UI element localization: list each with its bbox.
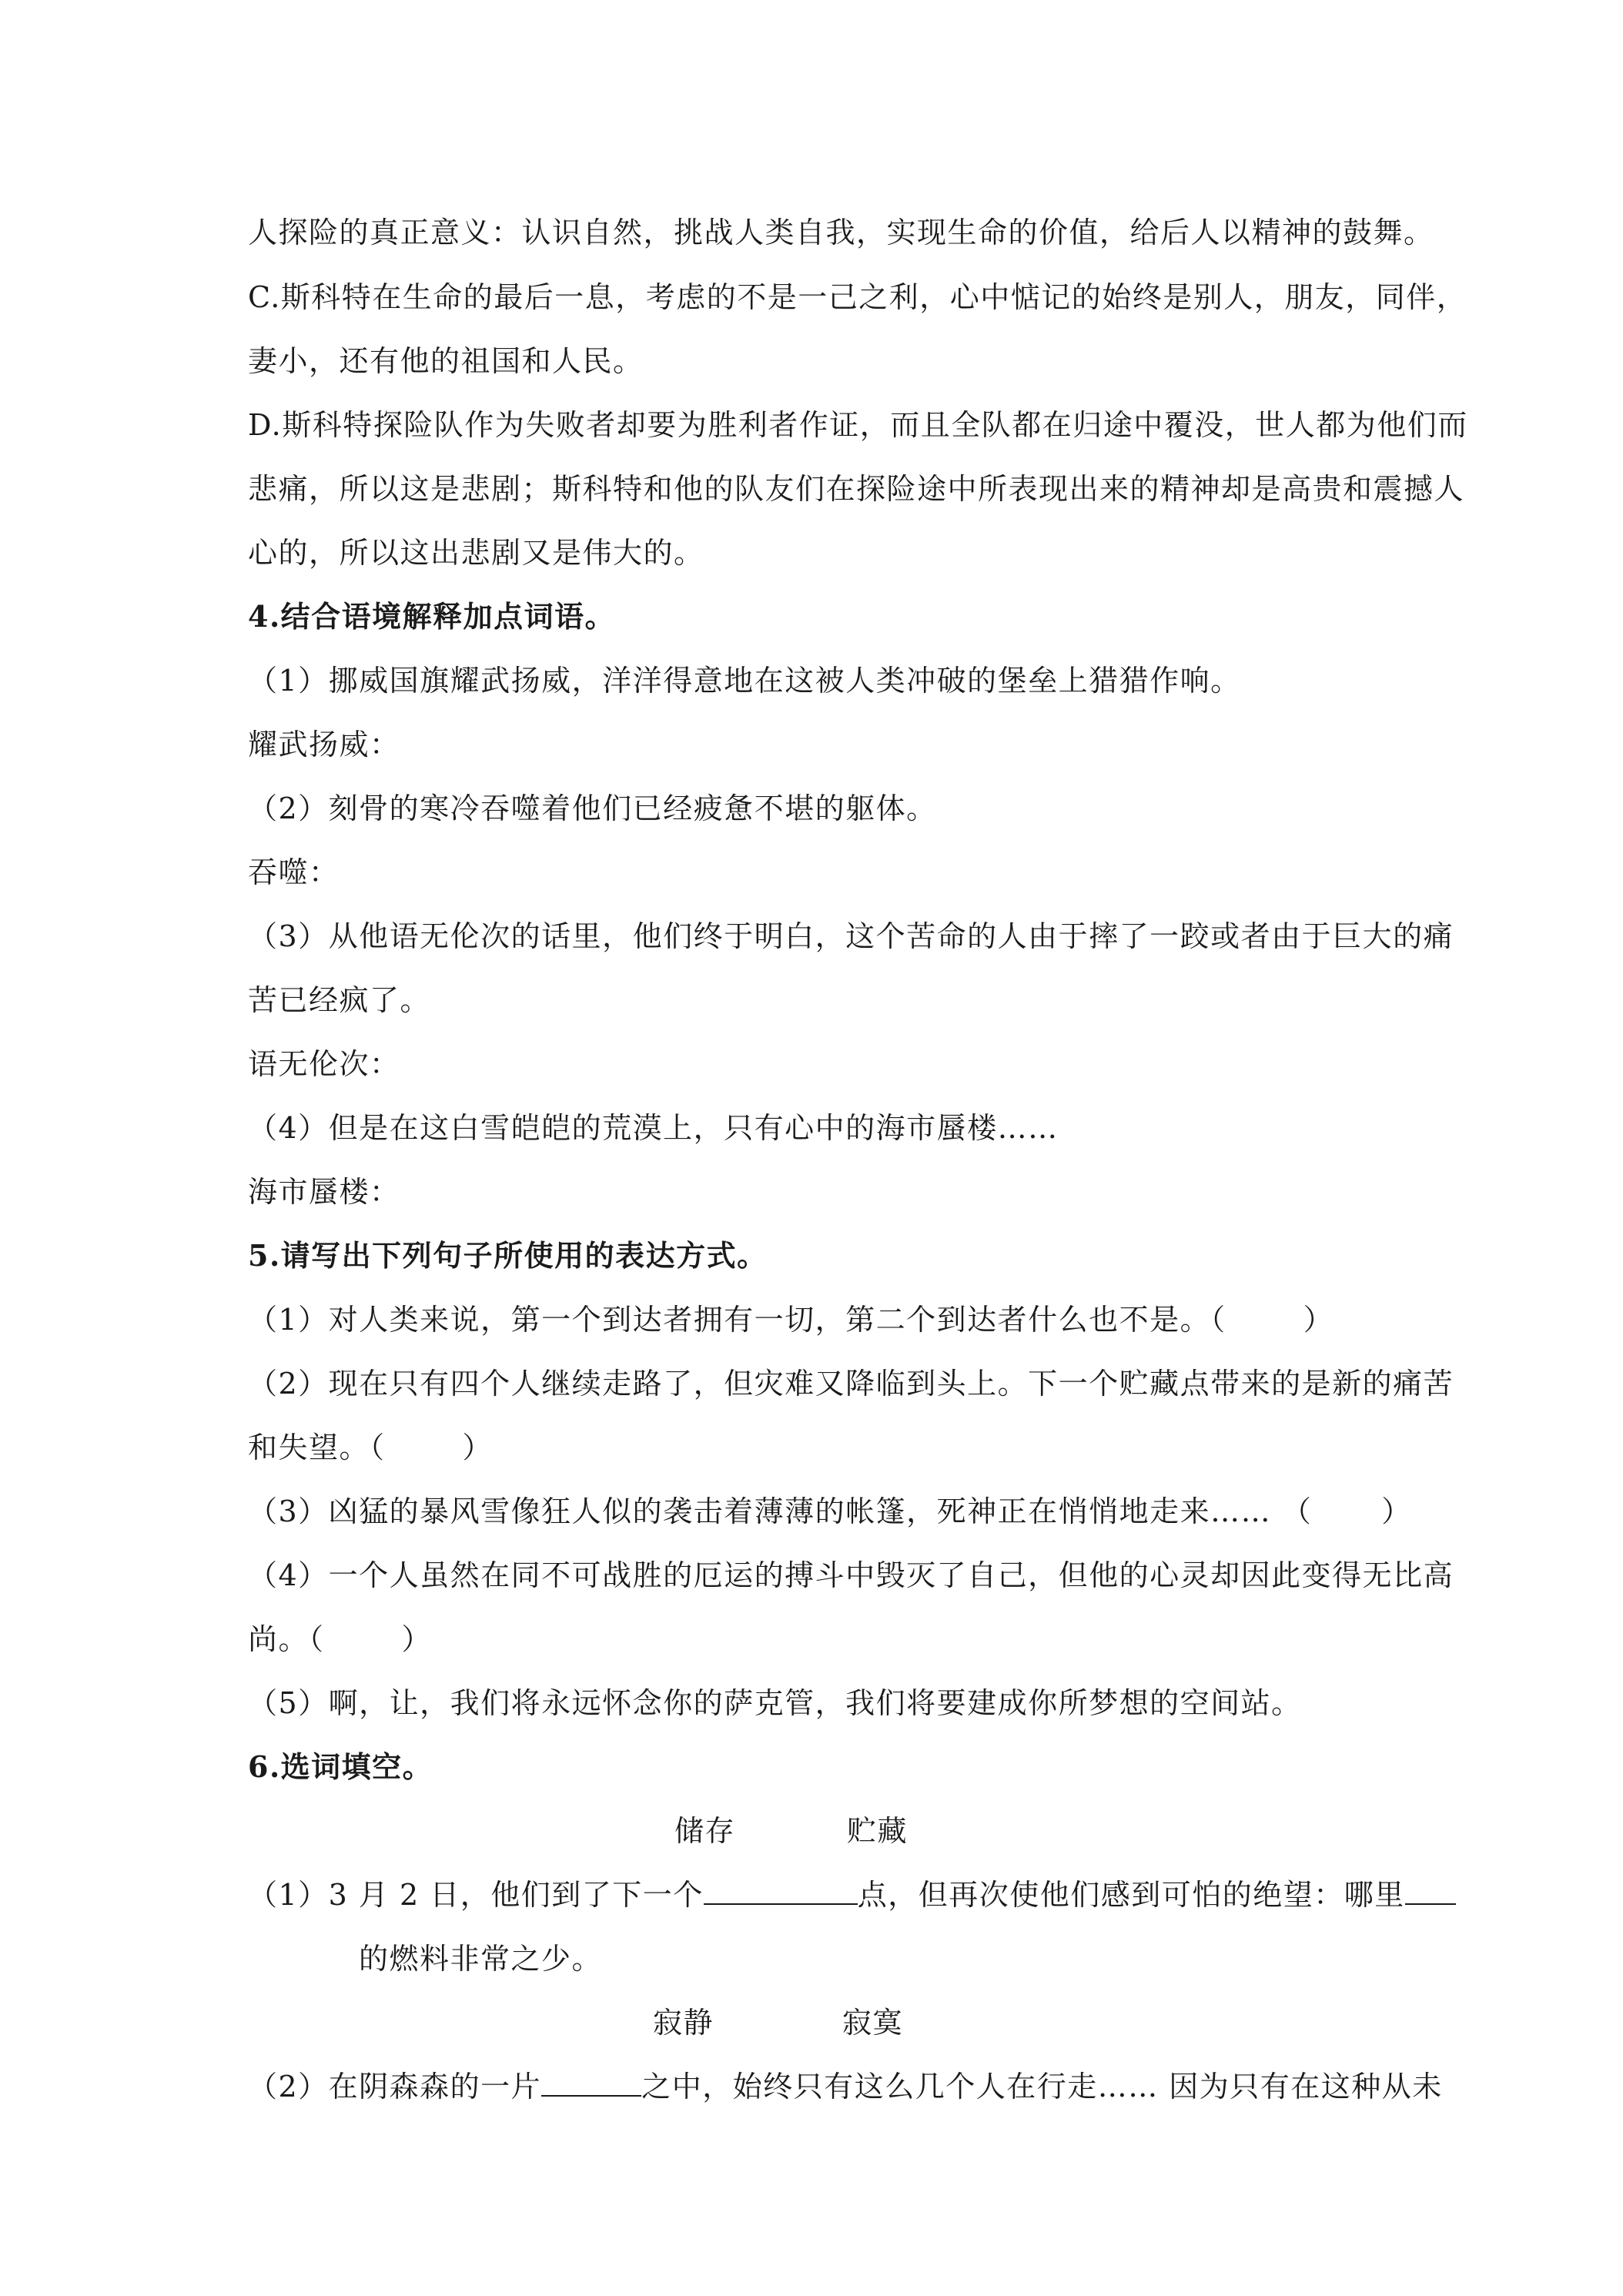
question-6-item-2-line1 xyxy=(248,2067,1443,2106)
question-5-item-2-line2 xyxy=(248,1428,493,1467)
fill-blank[interactable] xyxy=(541,2069,641,2097)
question-4-item-1: （1）挪威国旗耀武扬威，洋洋得意地在这被人类冲破的堡垒上猎猎作响。 xyxy=(248,664,1241,698)
question-5-item-1-text: （1）对人类来说，第一个到达者拥有一切，第二个到达者什么也不是。（ xyxy=(248,1303,1226,1337)
question-5-item-3 xyxy=(248,1492,1412,1531)
option-d-line3: 心的，所以这出悲剧又是伟大的。 xyxy=(248,536,704,570)
question-4-answer-3: 语无伦次： xyxy=(248,1047,400,1081)
option-b-continuation: 人探险的真正意义：认识自然，挑战人类自我，实现生命的价值，给后人以精神的鼓舞。 xyxy=(248,216,1434,249)
question-4-answer-4: 海市蜃楼： xyxy=(248,1175,400,1209)
question-4-answer-2: 吞噬： xyxy=(248,855,340,889)
question-6-item-1-mid: 点，但再次使他们感到可怕的绝望：哪里 xyxy=(857,1878,1405,1912)
question-5-item-2-line1: （2）现在只有四个人继续走路了，但灾难又降临到头上。下一个贮藏点带来的是新的痛苦 xyxy=(248,1367,1454,1401)
question-5-title: 5.请写出下列句子所使用的表达方式。 xyxy=(248,1238,768,1273)
question-6-item-2-pre: （2）在阴森森的一片 xyxy=(248,2070,542,2104)
question-6-title: 6.选词填空。 xyxy=(248,1749,433,1784)
question-5-item-1 xyxy=(248,1300,1334,1339)
question-4-title: 4.结合语境解释加点词语。 xyxy=(248,599,616,634)
option-d-line1: D.斯科特探险队作为失败者却要为胜利者作证，而且全队都在归途中覆没，世人都为他们而 xyxy=(248,408,1468,442)
question-6-item-1-line2: 的燃料非常之少。 xyxy=(359,1942,603,1976)
close-paren: ） xyxy=(462,1431,494,1464)
close-paren: ） xyxy=(1303,1303,1334,1337)
question-5-item-4-line1: （4）一个人虽然在同不可战胜的厄运的搏斗中毁灭了自己，但他的心灵却因此变得无比高 xyxy=(248,1558,1454,1592)
question-4-item-4: （4）但是在这白雪皑皑的荒漠上，只有心中的海市蜃楼…… xyxy=(248,1111,1059,1145)
option-c-line2: 妻小，还有他的祖国和人民。 xyxy=(248,344,644,378)
fill-blank[interactable] xyxy=(1405,1877,1456,1905)
word-choice-1: 储存 xyxy=(674,1814,736,1848)
question-5-item-4-line2 xyxy=(248,1620,432,1658)
question-5-item-4-text: 尚。（ xyxy=(248,1622,325,1656)
close-paren: ） xyxy=(1381,1494,1412,1528)
fill-blank[interactable] xyxy=(704,1877,858,1905)
question-5-item-3-text: （3）凶猛的暴风雪像狂人似的袭击着薄薄的帐篷，死神正在悄悄地走来…… （ xyxy=(248,1494,1313,1528)
question-5-item-5: （5）啊，让，我们将永远怀念你的萨克管，我们将要建成你所梦想的空间站。 xyxy=(248,1686,1302,1720)
question-5-item-2-text: 和失望。（ xyxy=(248,1431,386,1464)
word-choice-3: 寂静 xyxy=(653,2006,714,2040)
option-d-line2: 悲痛，所以这是悲剧；斯科特和他的队友们在探险途中所表现出来的精神却是高贵和震撼人 xyxy=(248,472,1465,506)
word-choice-2: 贮藏 xyxy=(847,1814,909,1848)
question-6-item-1-pre: （1）3 月 2 日，他们到了下一个 xyxy=(248,1878,704,1912)
question-4-item-2: （2）刻骨的寒冷吞噬着他们已经疲惫不堪的躯体。 xyxy=(248,792,937,825)
word-choice-4: 寂寞 xyxy=(842,2006,904,2040)
question-6-item-2-post: 之中，始终只有这么几个人在行走…… 因为只有在这种从未 xyxy=(641,2070,1443,2104)
question-4-answer-1: 耀武扬威： xyxy=(248,728,400,761)
question-6-item-1-line1 xyxy=(248,1876,1456,1914)
question-4-item-3-line2: 苦已经疯了。 xyxy=(248,983,431,1017)
close-paren: ） xyxy=(401,1622,433,1656)
option-c-line1: C.斯科特在生命的最后一息，考虑的不是一己之利，心中惦记的始终是别人，朋友，同伴， xyxy=(248,280,1467,314)
question-4-item-3-line1: （3）从他语无伦次的话里，他们终于明白，这个苦命的人由于摔了一跤或者由于巨大的痛 xyxy=(248,919,1454,953)
